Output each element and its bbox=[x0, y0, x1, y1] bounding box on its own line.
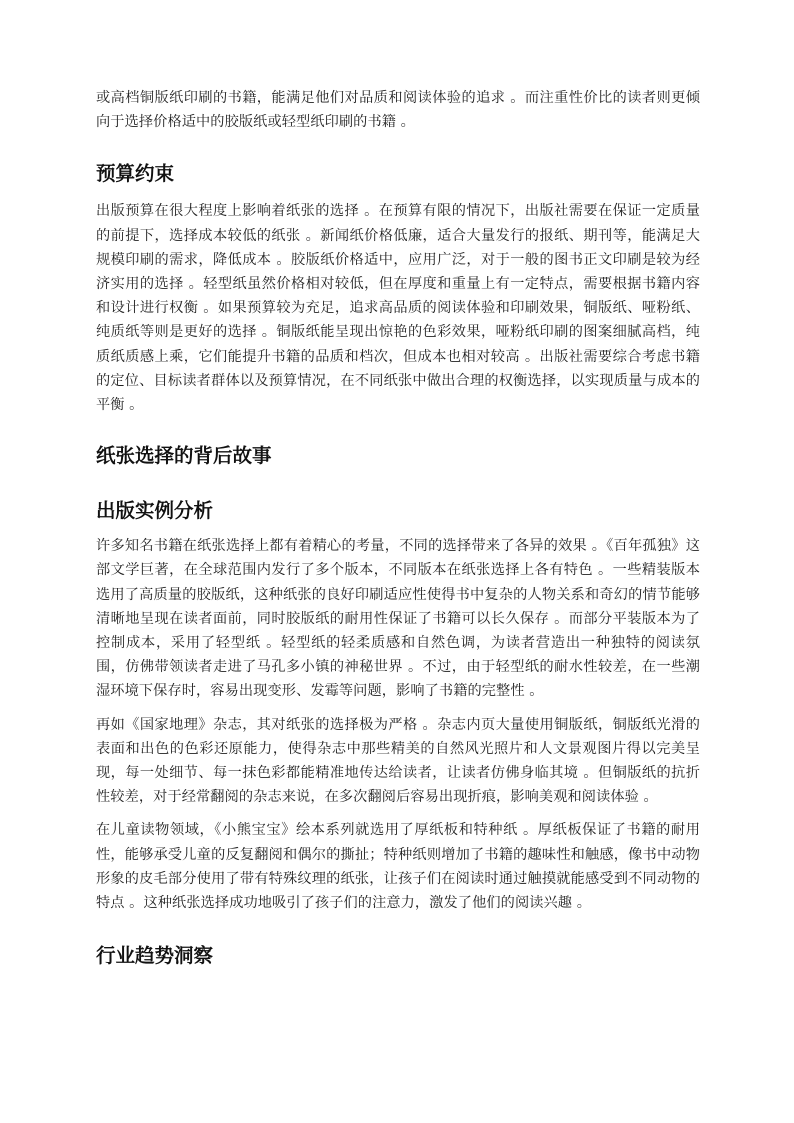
section-heading-trend: 行业趋势洞察 bbox=[96, 944, 214, 968]
section-heading-case-analysis: 出版实例分析 bbox=[96, 499, 214, 523]
section-heading-budget: 预算约束 bbox=[96, 162, 175, 186]
budget-paragraph: 出版预算在很大程度上影响着纸张的选择 。在预算有限的情况下，出版社需要在保证一定质量的前提下，选择成本较低的纸张 。新闻纸价格低廉，适合大量发行的报纸、期刊等，能满足大规模印刷的需求，降低成本 。胶版纸价格适中，应用广泛，对于一般的图书正文印刷是较为经济实用的选择 。轻型纸虽然价格相对较低，但在厚度和重量上有一定特点，需要根据书籍内容和设计进行权衡 。如果预算较为充足，追求高品质的阅读体验和印刷效果，铜版纸、哑粉纸、纯质纸等则是更好的选择 。铜版纸能呈现出惊艳的色彩效果，哑粉纸印刷的图案细腻高档，纯质纸质感上乘，它们能提升书籍的品质和档次，但成本也相对较高 。出版社需要综合考虑书籍的定位、目标读者群体以及预算情况，在不同纸张中做出合理的权衡选择，以实现质量与成本的平衡 。 bbox=[96, 203, 700, 414]
intro-paragraph: 或高档铜版纸印刷的书籍，能满足他们对品质和阅读体验的追求 。而注重性价比的读者则更倾向于选择价格适中的胶版纸或轻型纸印刷的书籍 。 bbox=[96, 90, 700, 131]
case-paragraph: 许多知名书籍在纸张选择上都有着精心的考量，不同的选择带来了各异的效果 。《百年孤独》这部文学巨著，在全球范围内发行了多个版本，不同版本在纸张选择上各有特色 。一些精装版本选用了高质量的胶版纸，这种纸张的良好印刷适应性使得书中复杂的人物关系和奇幻的情节能够清晰地呈现在读者面前，同时胶版纸的耐用性保证了书籍可以长久保存 。而部分平装版本为了控制成本，采用了轻型纸 。轻型纸的轻柔质感和自然色调，为读者营造出一种独特的阅读氛围，仿佛带领读者走进了马孔多小镇的神秘世界 。不过，由于轻型纸的耐水性较差，在一些潮湿环境下保存时，容易出现变形、发霉等问题，影响了书籍的完整性 。 bbox=[96, 538, 700, 700]
document-page bbox=[96, 86, 700, 971]
chapter-heading-story: 纸张选择的背后故事 bbox=[96, 444, 272, 468]
case-paragraph: 在儿童读物领域，《小熊宝宝》绘本系列就选用了厚纸板和特种纸 。厚纸板保证了书籍的耐用性，能够承受儿童的反复翻阅和偶尔的撕扯；特种纸则增加了书籍的趣味性和触感，像书中动物形象的皮毛部分使用了带有特殊纹理的纸张，让孩子们在阅读时通过触摸就能感受到不同动物的特点 。这种纸张选择成功地吸引了孩子们的注意力，激发了他们的阅读兴趣 。 bbox=[96, 822, 700, 912]
case-paragraph: 再如《国家地理》杂志，其对纸张的选择极为严格 。杂志内页大量使用铜版纸，铜版纸光滑的表面和出色的色彩还原能力，使得杂志中那些精美的自然风光照片和人文景观图片得以完美呈现，每一处细节、每一抹色彩都能精准地传达给读者，让读者仿佛身临其境 。但铜版纸的抗折性较差，对于经常翻阅的杂志来说，在多次翻阅后容易出现折痕，影响美观和阅读体验 。 bbox=[96, 716, 700, 806]
